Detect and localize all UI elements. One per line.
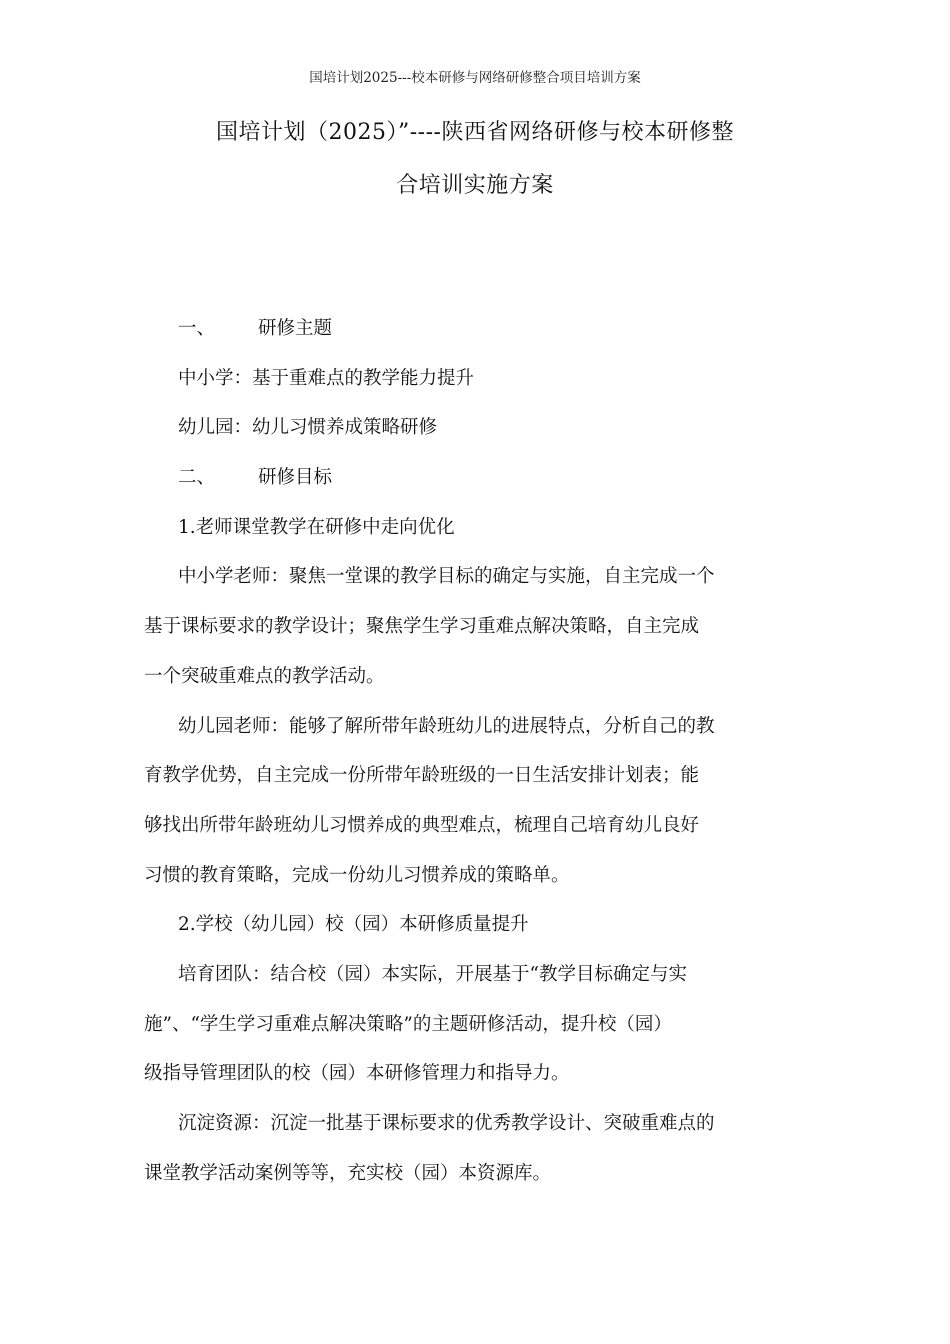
- section-number: 二、: [178, 467, 216, 489]
- paragraph-line: 沉淀资源：沉淀一批基于课标要求的优秀教学设计、突破重难点的: [178, 1113, 715, 1134]
- paragraph-line: 课堂教学活动案例等等，充实校（园）本资源库。: [144, 1162, 552, 1184]
- paragraph-line: 施”、“学生学习重难点解决策略”的主题研修活动，提升校（园）: [144, 1013, 672, 1035]
- running-header: 国培计划2025---校本研修与网络研修整合项目培训方案: [309, 70, 641, 86]
- document-title-line-2: 合培训实施方案: [396, 173, 554, 198]
- paragraph-line: 幼儿园老师：能够了解所带年龄班幼儿的进展特点，分析自己的教: [178, 715, 715, 737]
- paragraph-line: 一个突破重难点的教学活动。: [144, 665, 385, 687]
- paragraph-line: 够找出所带年龄班幼儿习惯养成的典型难点，梳理自己培育幼儿良好: [144, 814, 700, 836]
- paragraph-line: 习惯的教育策略，完成一份幼儿习惯养成的策略单。: [144, 864, 570, 886]
- paragraph-line: 育教学优势，自主完成一份所带年龄班级的一日生活安排计划表；能: [144, 765, 700, 787]
- paragraph-line: 幼儿园：幼儿习惯养成策略研修: [178, 417, 438, 439]
- paragraph-line: 中小学老师：聚焦一堂课的教学目标的确定与实施，自主完成一个: [178, 566, 715, 588]
- document-body: [144, 312, 804, 1206]
- section-title: 研修主题: [258, 318, 333, 339]
- section-heading-1: [144, 312, 804, 362]
- subsection-heading: 1.老师课堂教学在研修中走向优化: [178, 516, 455, 538]
- section-heading-2: [144, 461, 804, 511]
- paragraph-line: 培育团队：结合校（园）本实际，开展基于“教学目标确定与实: [178, 963, 687, 985]
- subsection-heading: 2.学校（幼儿园）校（园）本研修质量提升: [178, 914, 529, 936]
- paragraph-line: 基于课标要求的教学设计；聚焦学生学习重难点解决策略，自主完成: [144, 616, 700, 638]
- document-title-line-1: 国培计划（2025）”----陕西省网络研修与校本研修整: [216, 120, 734, 145]
- section-number: 一、: [178, 318, 216, 339]
- paragraph-line: 中小学：基于重难点的教学能力提升: [178, 367, 475, 389]
- section-title: 研修目标: [258, 467, 333, 489]
- paragraph-line: 级指导管理团队的校（园）本研修管理力和指导力。: [144, 1063, 570, 1085]
